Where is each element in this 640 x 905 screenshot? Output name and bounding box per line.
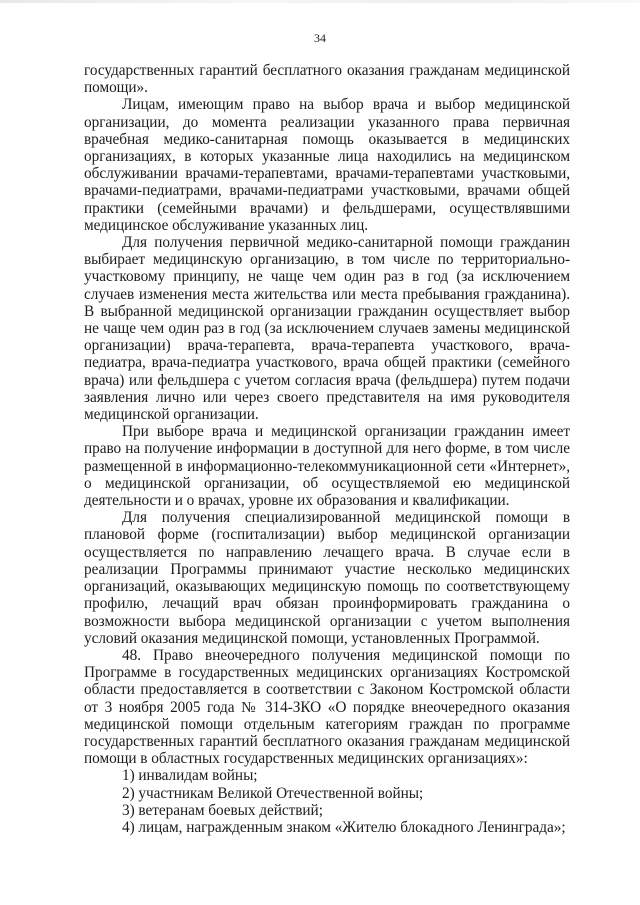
list-item: 3) ветеранам боевых действий;	[122, 801, 323, 819]
scan-edge	[0, 0, 640, 3]
list-item: 2) участникам Великой Отечественной войны;	[122, 784, 424, 802]
paragraph-continuation: государственных гарантий бесплатного оказания гражданам медицинской помощи».	[84, 62, 570, 97]
page-number: 34	[314, 31, 326, 45]
paragraph-48-priority-care: 48. Право внеочередного получения медицинской помощи по Программе в государственных медицинских организациях Костромской области предоставляется в соответствии с Законом Костромской области от 3 ноября 2005 года № 314-ЗКО «О порядке внеочередного оказания медицинской помощи отдельным категориям граждан по программе государственных гарантий бесплатного оказания гражданам медицинской помощи в областных государственных медицинских организациях»:	[84, 646, 570, 768]
document-body	[84, 62, 570, 836]
paragraph-primary-care-choice: Для получения первичной медико-санитарной помощи гражданин выбирает медицинскую организацию, в том числе по территориально-участковому принципу, не чаще чем один раз в год (за исключением случаев изменения места жительства или места пребывания гражданина). В выбранной медицинской организации гражданин осуществляет выбор не чаще чем один раз в год (за исключением случаев замены медицинской организации) врача-терапевта, врача-терапевта участкового, врача-педиатра, врача-педиатра участкового, врача общей практики (семейного врача) или фельдшера с учетом согласия врача (фельдшера) путем подачи заявления лично или через своего представителя на имя руководителя медицинской организации.	[84, 234, 570, 424]
paragraph-information-right: При выборе врача и медицинской организации гражданин имеет право на получение информации в доступной для него форме, в том числе размещенной в информационно-телекоммуникационной сети «Интернет», о медицинской организации, об осуществляемой ею медицинской деятельности и о врачах, уровне их образования и квалификации.	[84, 423, 570, 510]
paragraph-choice-before-realization: Лицам, имеющим право на выбор врача и выбор медицинской организации, до момента реализации указанного права первичная врачебная медико-санитарная помощь оказывается в медицинских организациях, в которых указанные лица находились на медицинском обслуживании врачами-терапевтами, врачами-терапевтами участковыми, врачами-педиатрами, врачами-педиатрами участковыми, врачами общей практики (семейными врачами) и фельдшерами, осуществлявшими медицинское обслуживание указанных лиц.	[84, 96, 570, 234]
list-item: 4) лицам, награжденным знаком «Жителю блокадного Ленинграда»;	[122, 818, 566, 836]
paragraph-specialized-care: Для получения специализированной медицинской помощи в плановой форме (госпитализации) выбор медицинской организации осуществляется по направлению лечащего врача. В случае если в реализации Программы принимают участие несколько медицинских организаций, оказывающих медицинскую помощь по соответствующему профилю, лечащий врач обязан проинформировать гражданина о возможности выбора медицинской организации с учетом выполнения условий оказания медицинской помощи, установленных Программой.	[84, 509, 570, 647]
list-item: 1) инвалидам войны;	[122, 767, 258, 785]
beneficiary-list	[84, 767, 570, 836]
